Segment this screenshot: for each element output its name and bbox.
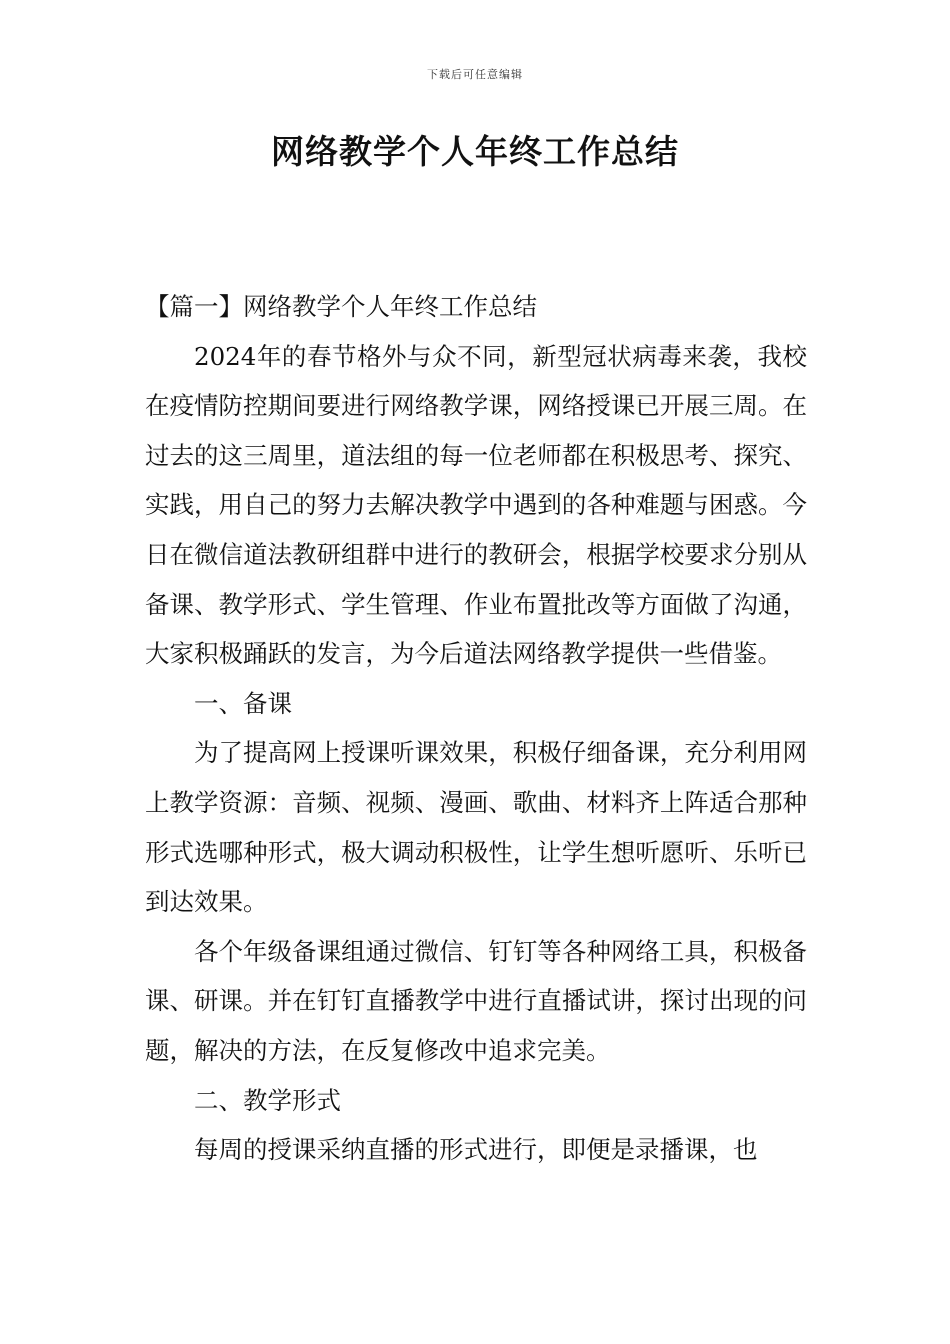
- document-title: 网络教学个人年终工作总结: [271, 132, 679, 171]
- document-body: [145, 282, 807, 1175]
- section-heading-teaching-format: 二、教学形式: [194, 1085, 341, 1115]
- section-heading-lesson-prep: 一、备课: [194, 688, 292, 718]
- paragraph-intro: 2024年的春节格外与众不同，新型冠状病毒来袭，我校在疫情防控期间要进行网络教学课，网络授课已开展三周。在过去的这三周里，道法组的每一位老师都在积极思考、探究、实践，用自己的努力去解决教学中遇到的各种难题与困惑。今日在微信道法教研组群中进行的教研会，根据学校要求分别从备课、教学形式、学生管理、作业布置批改等方面做了沟通，大家积极踊跃的发言，为今后道法网络教学提供一些借鉴。: [145, 341, 807, 669]
- header-note: 下载后可任意编辑: [427, 68, 523, 81]
- paragraph-lesson-prep-2: 各个年级备课组通过微信、钉钉等各种网络工具，积极备课、研课。并在钉钉直播教学中进行直播试讲，探讨出现的问题，解决的方法，在反复修改中追求完美。: [145, 936, 807, 1065]
- part-heading: 【篇一】网络教学个人年终工作总结: [145, 292, 537, 321]
- paragraph-lesson-prep-1: 为了提高网上授课听课效果，积极仔细备课，充分利用网上教学资源：音频、视频、漫画、歌曲、材料齐上阵适合那种形式选哪种形式，极大调动积极性，让学生想听愿听、乐听已到达效果。: [145, 738, 807, 917]
- paragraph-teaching-format: 每周的授课采纳直播的形式进行，即便是录播课，也: [194, 1135, 758, 1165]
